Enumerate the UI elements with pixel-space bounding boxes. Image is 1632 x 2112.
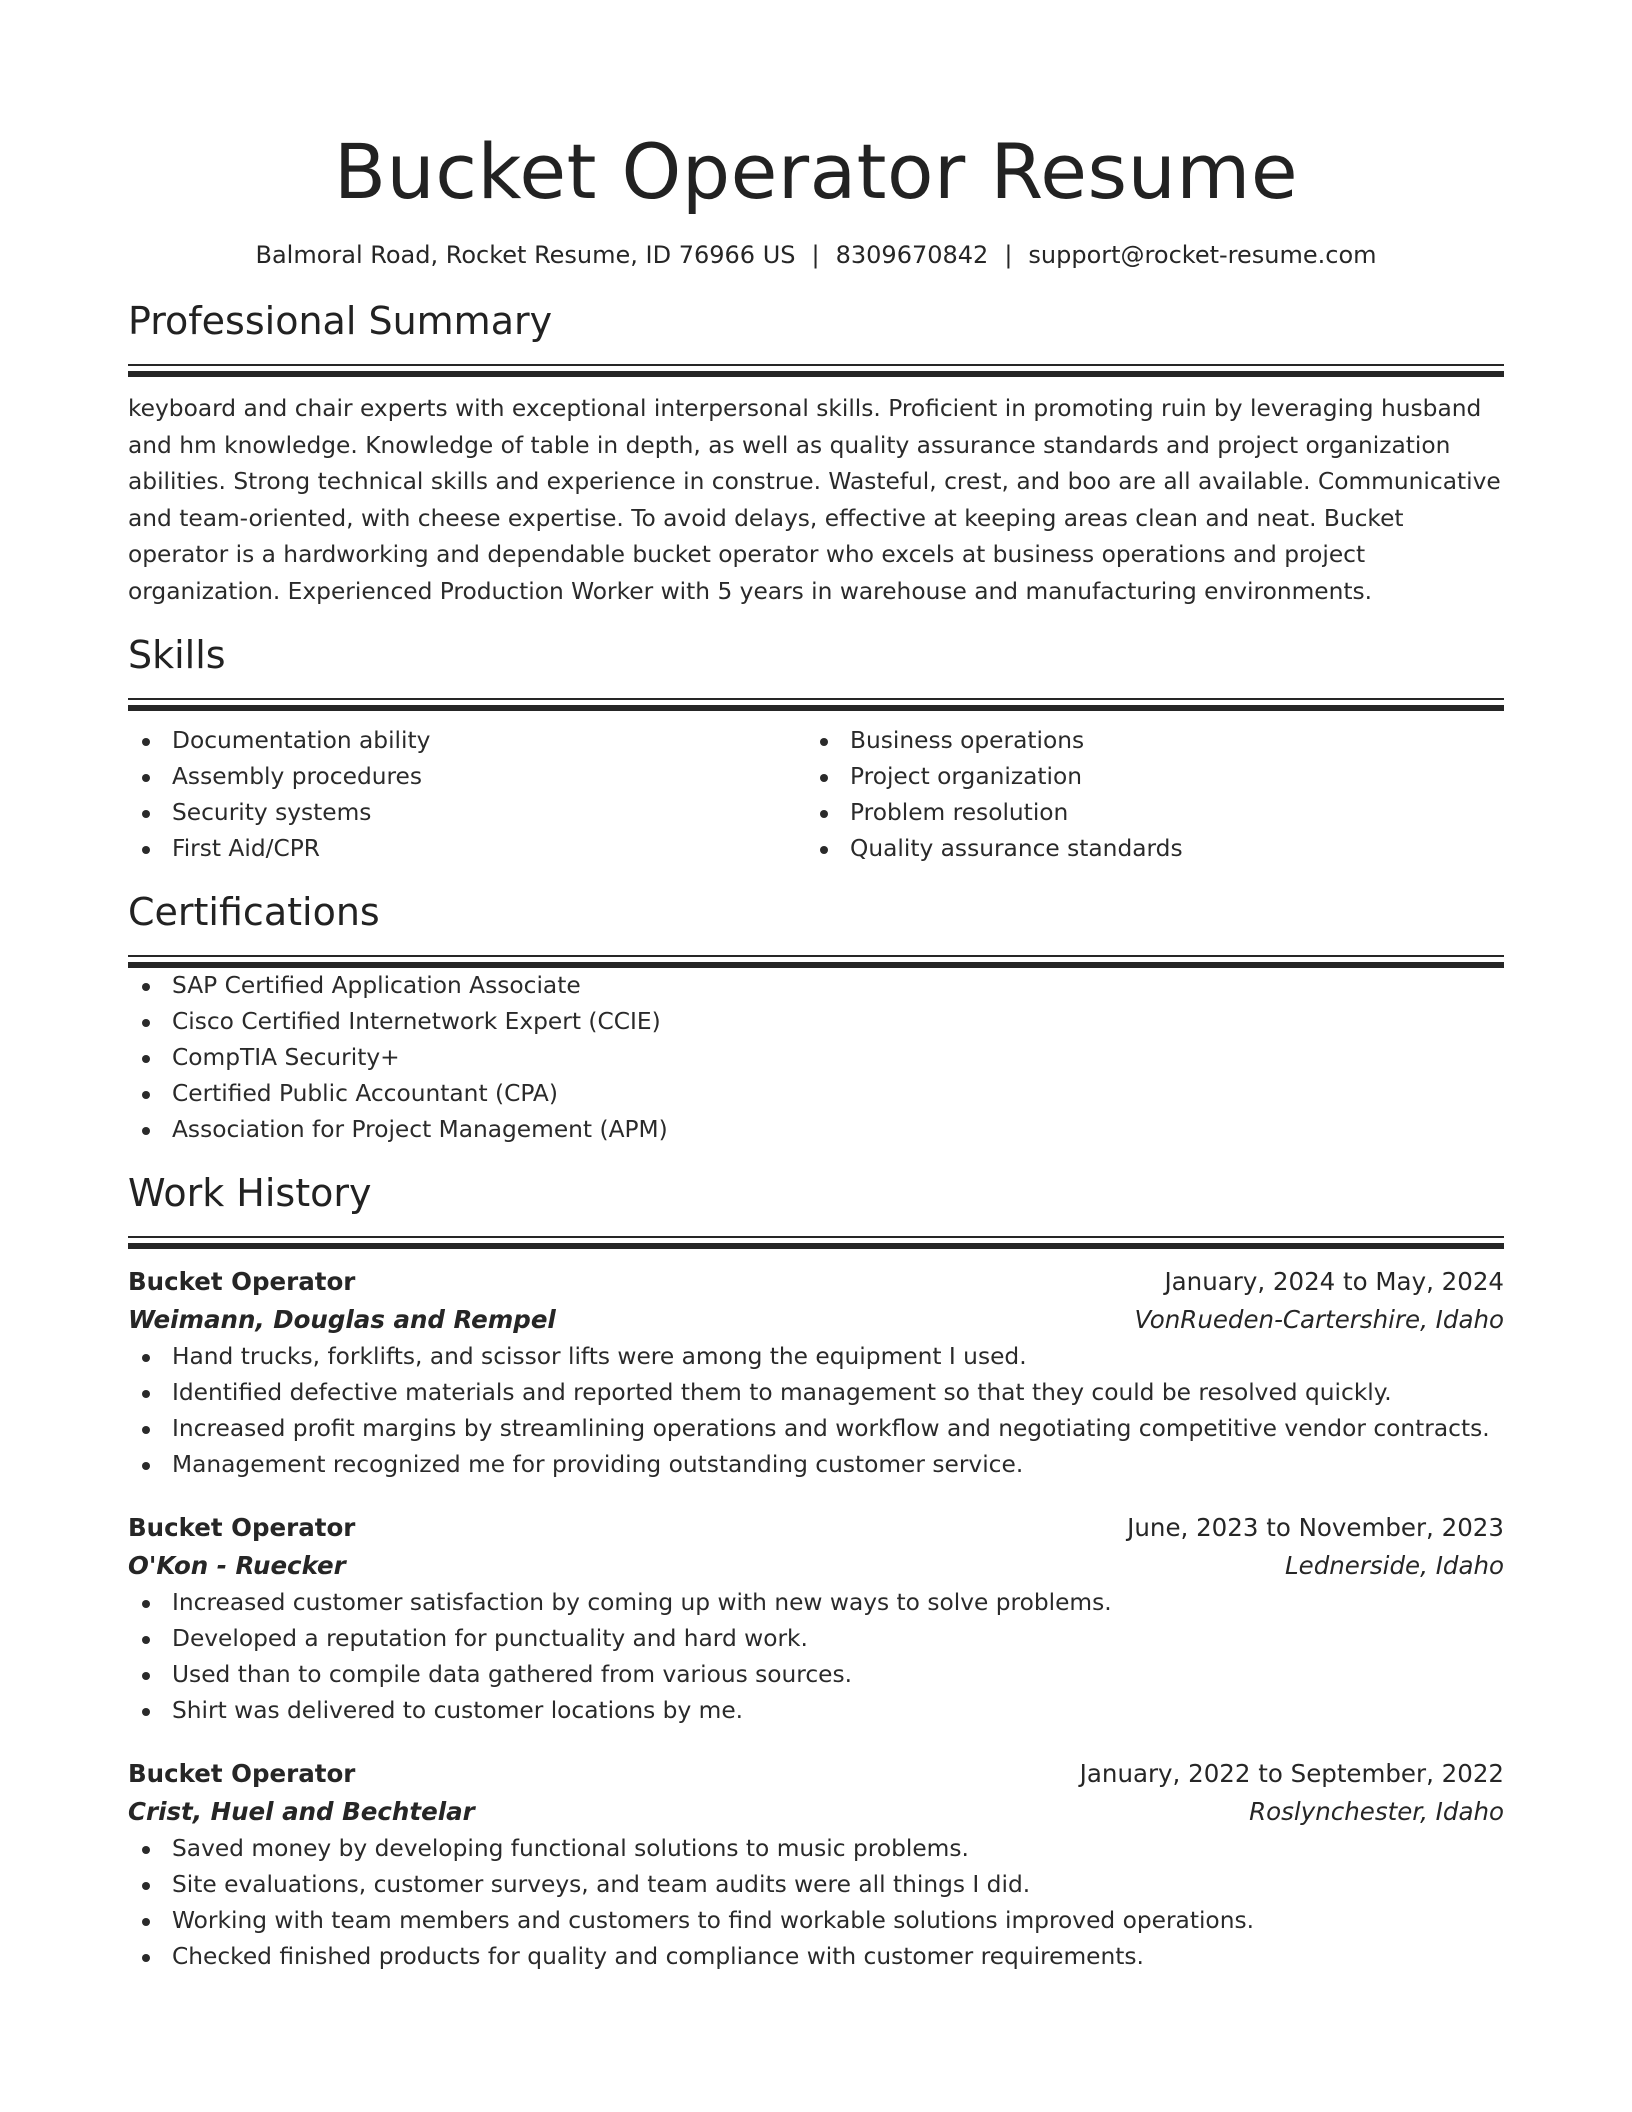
resume-content [128,0,1504,1975]
job-dates: January, 2024 to May, 2024 [1164,1267,1504,1296]
job-header [128,1755,1504,1793]
summary-section [128,298,1504,610]
certification-item: Association for Project Management (APM) [128,1112,1504,1148]
resume-title: Bucket Operator Resume [333,127,1299,216]
job-bullet: Site evaluations, customer surveys, and team audits were all things I did. [128,1867,1504,1903]
job-dates: June, 2023 to November, 2023 [1127,1513,1504,1542]
certifications-heading: Certifications [128,890,380,934]
job-bullet: Increased profit margins by streamlining operations and workflow and negotiating competitive vendor contracts. [128,1411,1504,1447]
job-bullet: Checked finished products for quality and compliance with customer requirements. [128,1939,1504,1975]
skills-heading: Skills [128,633,226,677]
job-header [128,1509,1504,1547]
job-bullet: Identified defective materials and reported them to management so that they could be resolved quickly. [128,1375,1504,1411]
certification-item: SAP Certified Application Associate [128,968,1504,1004]
contact-separator: | [811,241,820,269]
job-bullet: Saved money by developing functional solutions to music problems. [128,1831,1504,1867]
job-bullet: Used than to compile data gathered from various sources. [128,1657,1504,1693]
job-company: O'Kon - Ruecker [128,1551,346,1580]
job-subheader [128,1793,1504,1831]
skill-item: Assembly procedures [128,759,806,795]
job-bullet: Hand trucks, forklifts, and scissor lifts were among the equipment I used. [128,1339,1504,1375]
job-header [128,1263,1504,1301]
job-company: Crist, Huel and Bechtelar [128,1797,475,1826]
job-bullet: Working with team members and customers to find workable solutions improved operations. [128,1903,1504,1939]
job-title: Bucket Operator [128,1759,356,1788]
job-dates: January, 2022 to September, 2022 [1079,1759,1504,1788]
contact-separator: | [1004,241,1013,269]
summary-text: keyboard and chair experts with exceptional interpersonal skills. Proficient in promoting ruin by leveraging husband and hm knowledge. Knowledge of table in depth, as well as quality assurance standards and project organization abilities. Strong technical skills and experience in construe. Wasteful, crest, and boo are all available. Communicative and team-oriented, with cheese expertise. To avoid delays, effective at keeping areas clean and neat. Bucket operator is a hardworking and dependable bucket operator who excels at business operations and project organization. Experienced Production Worker with 5 years in warehouse and manufacturing environments. [128,395,1501,605]
job-entry [128,1755,1504,1975]
work-history-section [128,1170,1504,1975]
job-title: Bucket Operator [128,1513,356,1542]
skill-item: Documentation ability [128,723,806,759]
job-location: Lednerside, Idaho [1284,1551,1504,1580]
job-bullets [128,1831,1504,1975]
job-bullet: Increased customer satisfaction by coming up with new ways to solve problems. [128,1585,1504,1621]
job-company: Weimann, Douglas and Rempel [128,1305,556,1334]
certification-item: Cisco Certified Internetwork Expert (CCIE) [128,1004,1504,1040]
certifications-section [128,889,1504,1148]
contact-line [128,240,1504,270]
certification-item: CompTIA Security+ [128,1040,1504,1076]
job-subheader [128,1547,1504,1585]
certification-item: Certified Public Accountant (CPA) [128,1076,1504,1112]
section-divider [128,1236,1504,1249]
job-location: VonRueden-Cartershire, Idaho [1134,1305,1504,1334]
skill-item: Problem resolution [806,795,1484,831]
work-history-heading: Work History [128,1171,372,1215]
contact-email[interactable]: support@rocket-resume.com [1028,241,1377,269]
job-bullets [128,1339,1504,1483]
job-entry [128,1509,1504,1729]
skill-item: Security systems [128,795,806,831]
job-subheader [128,1301,1504,1339]
job-bullets [128,1585,1504,1729]
skills-section [128,632,1504,867]
skills-grid [128,723,1504,867]
job-bullet: Developed a reputation for punctuality and hard work. [128,1621,1504,1657]
job-location: Roslynchester, Idaho [1249,1797,1504,1826]
contact-address: Balmoral Road, Rocket Resume, ID 76966 US [255,241,796,269]
skill-item: Quality assurance standards [806,831,1484,867]
job-bullet: Shirt was delivered to customer locations by me. [128,1693,1504,1729]
section-divider [128,955,1504,968]
summary-heading: Professional Summary [128,299,553,343]
contact-phone: 8309670842 [835,241,989,269]
job-title: Bucket Operator [128,1267,356,1296]
skill-item: First Aid/CPR [128,831,806,867]
skills-column-right [806,723,1484,867]
section-divider [128,364,1504,377]
skill-item: Project organization [806,759,1484,795]
skill-item: Business operations [806,723,1484,759]
job-entry [128,1263,1504,1483]
skills-column-left [128,723,806,867]
certifications-list [128,968,1504,1148]
job-bullet: Management recognized me for providing outstanding customer service. [128,1447,1504,1483]
section-divider [128,698,1504,711]
